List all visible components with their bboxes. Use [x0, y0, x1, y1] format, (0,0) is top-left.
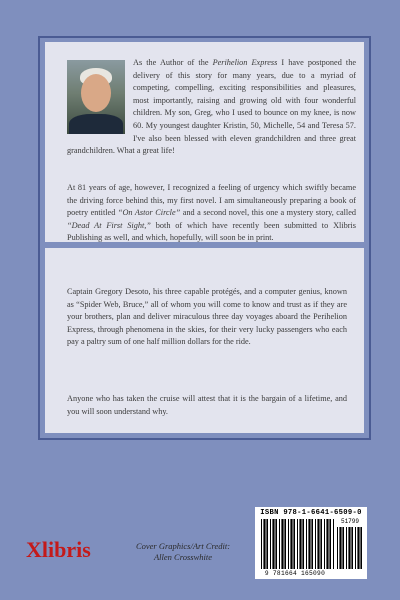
bio-paragraph-2: At 81 years of age, however, I recognized a feeling of urgency which swiftly became the driving force behind this, my first novel. I am simultaneously preparing a book of poetry entitled “On Astor Circle” and a second novel, this one a mystery story, called “Dead At First Sight,” both of which have recently been submitted to Xlibris Publishing as well, and which, hopefully, will soon be in print. — [67, 183, 357, 243]
bio-paragraph-1: As the Author of the Perihelion Express I have postponed the delivery of this story for many years, due to a myriad of competing, compelling, exciting responsibilities and pleasures, most importantly, raising and growing old with four wonderful children. My son, Greg, who I used to bounce on my knee, is now 60. My youngest daughter Kristin, 50, Michelle, 54 and Teresa 57. I've also been blessed with eleven grandchildren and three great grandchildren. What a great life! — [67, 58, 356, 156]
isbn-barcode — [255, 507, 367, 579]
blurb-paragraph-2: Anyone who has taken the cruise will attest that it is the bargain of a lifetime, and you will soon understand why. — [67, 394, 347, 416]
isbn-text: ISBN 978-1-6641-6509-0 — [260, 509, 362, 517]
barcode-addon-bars — [337, 527, 363, 569]
blurb-paragraph-1: Captain Gregory Desoto, his three capable protégés, and a computer genius, known as “Spider Web, Bruce,” all of whom you will come to know and trust as if they are your brothers, plan and deliver miraculous three day voyages aboard the Perihelion Express, through phenomena in the skies, for their very lucky passengers who each pay a paltry sum of one half million dollars for the ride. — [67, 287, 347, 347]
author-bio-panel — [45, 42, 364, 242]
price-code: 51799 — [340, 518, 359, 525]
publisher-logo: Xlibris — [26, 537, 91, 562]
barcode-digits: 9 781664 165090 — [264, 570, 326, 577]
art-credit-label: Cover Graphics/Art Credit: — [135, 541, 231, 551]
barcode-main-bars — [261, 519, 335, 569]
story-blurb-panel — [45, 248, 364, 433]
art-credit-name: Allen Crosswhite — [153, 552, 212, 562]
art-credit — [128, 541, 238, 563]
